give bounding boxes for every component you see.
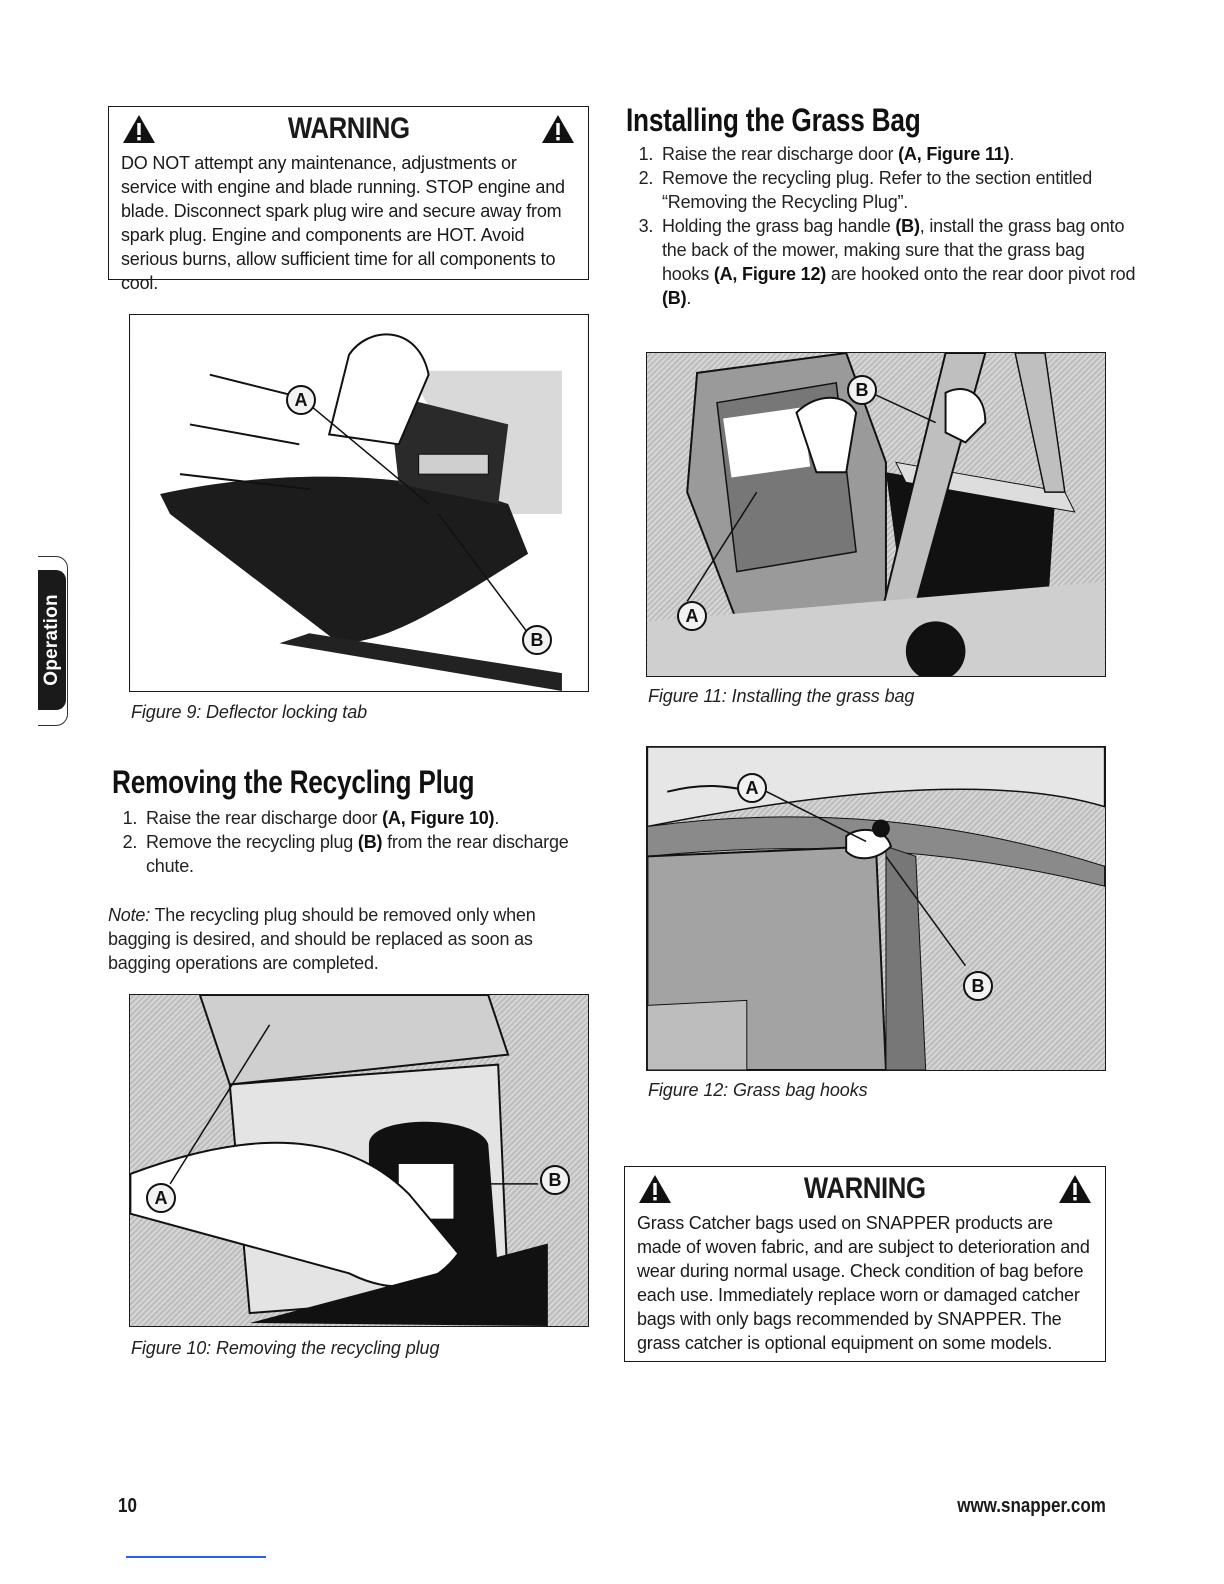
list-item: 2. Remove the recycling plug (B) from the rear discharge chute.: [142, 830, 612, 878]
warning-box-top: [108, 106, 589, 293]
figure-9-illustration: [129, 314, 589, 692]
warning-triangle-icon: [121, 113, 157, 145]
warning-triangle-icon: [637, 1173, 673, 1205]
list-item: 1. Raise the rear discharge door (A, Figure 10).: [142, 806, 612, 830]
figure-10-caption: Figure 10: Removing the recycling plug: [131, 1338, 440, 1358]
callout-a: A: [146, 1183, 176, 1213]
callout-b: B: [540, 1165, 570, 1195]
list-item: 3. Holding the grass bag handle (B), install the grass bag onto the back of the mower, making sure that the grass bag hooks (A, Figure 12) are hooked onto the rear door pivot rod (B).: [658, 214, 1136, 310]
note-label: Note:: [108, 905, 151, 925]
warning-header: [121, 107, 576, 151]
warning-triangle-icon: [540, 113, 576, 145]
grass-bag-install-drawing: [647, 353, 1105, 676]
warning-triangle-icon: [1057, 1173, 1093, 1205]
callout-a: A: [286, 385, 316, 415]
removing-steps-list: [104, 806, 612, 878]
deflector-drawing: [130, 315, 588, 691]
warning-header: [637, 1167, 1093, 1211]
section-tab-label: Operation: [41, 594, 62, 686]
installing-steps-list: [620, 142, 1136, 310]
callout-a: A: [677, 601, 707, 631]
note-text: The recycling plug should be removed only when bagging is desired, and should be replaced as soon as bagging operations are completed.: [108, 905, 536, 973]
callout-b: B: [847, 375, 877, 405]
list-item: 1. Raise the rear discharge door (A, Figure 11).: [658, 142, 1136, 166]
section-heading-removing: Removing the Recycling Plug: [112, 764, 475, 800]
figure-11-caption: Figure 11: Installing the grass bag: [648, 686, 915, 706]
warning-text: Grass Catcher bags used on SNAPPER products are made of woven fabric, and are subject to deterioration and wear during normal usage. Check condition of bag before each use. Immediately replace worn or damaged catcher bags with only bags recommended by SNAPPER. The grass catcher is optional equipment on some models.: [637, 1213, 1090, 1353]
figure-12-caption: Figure 12: Grass bag hooks: [648, 1080, 868, 1100]
figure-9-caption: Figure 9: Deflector locking tab: [131, 702, 368, 722]
page-number: 10: [118, 1495, 137, 1517]
callout-a: A: [737, 773, 767, 803]
callout-b: B: [963, 971, 993, 1001]
bottom-divider: [126, 1556, 266, 1558]
figure-10-illustration: [129, 994, 589, 1327]
recycling-plug-drawing: [130, 995, 588, 1326]
grass-bag-hooks-drawing: [647, 747, 1105, 1070]
warning-title: WARNING: [287, 112, 410, 145]
removing-note: [108, 903, 548, 975]
callout-b: B: [522, 625, 552, 655]
list-item: 2. Remove the recycling plug. Refer to the section entitled “Removing the Recycling Plug”.: [658, 166, 1136, 214]
figure-11-illustration: [646, 352, 1106, 677]
footer-url: www.snapper.com: [957, 1495, 1106, 1517]
warning-text: DO NOT attempt any maintenance, adjustments or service with engine and blade running. STOP engine and blade. Disconnect spark plug wire and secure away from spark plug. Engine and components are HOT. Avoid serious burns, allow sufficient time for all components to cool.: [121, 153, 565, 293]
figure-12-illustration: [646, 746, 1106, 1071]
warning-box-bottom: [624, 1166, 1106, 1362]
section-heading-installing: Installing the Grass Bag: [626, 102, 921, 138]
warning-title: WARNING: [804, 1172, 926, 1205]
